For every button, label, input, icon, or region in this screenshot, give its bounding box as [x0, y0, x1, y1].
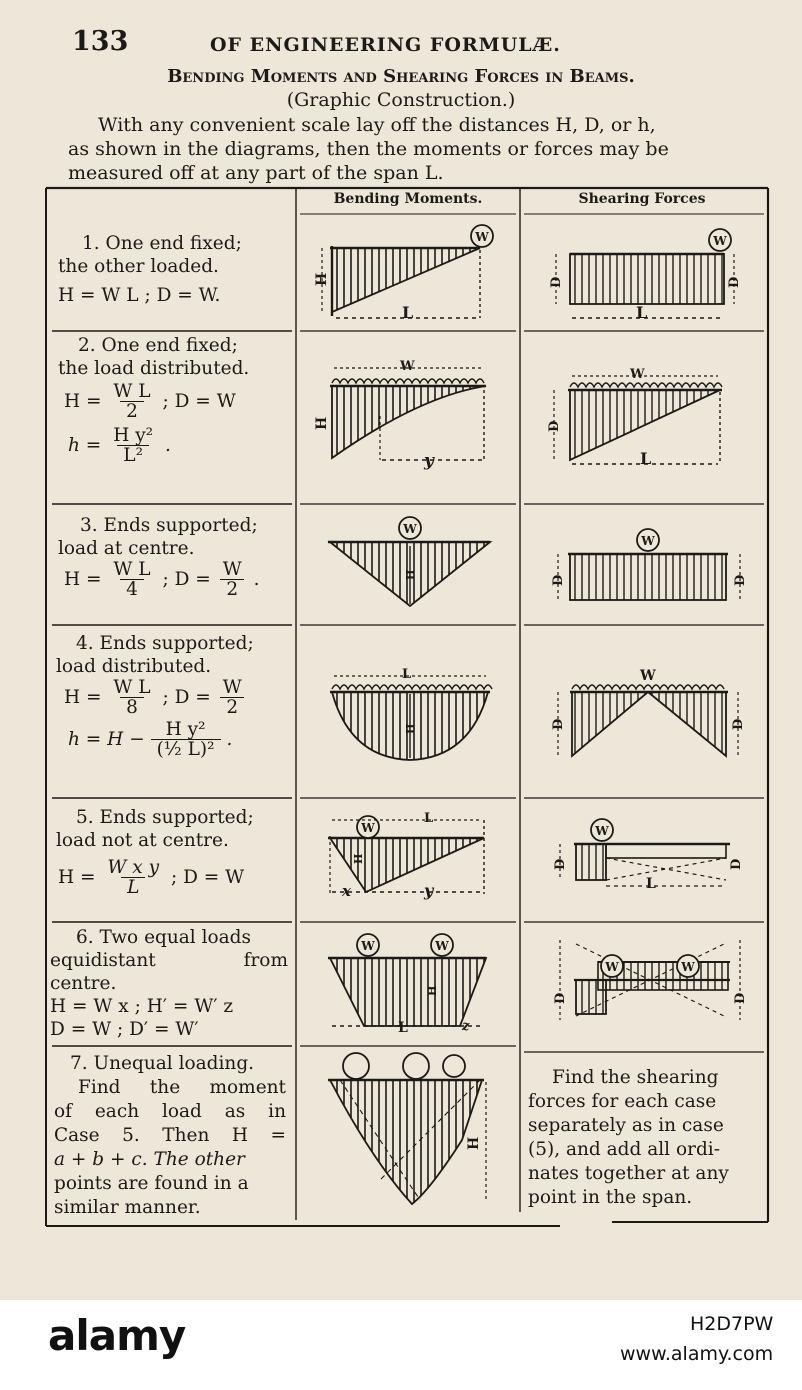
sf5-load-label: W [595, 824, 609, 838]
bm-diagram-3 [328, 517, 490, 606]
sf6-load-1: W [605, 960, 619, 974]
bm-diagram-4 [330, 667, 492, 760]
case-2-period: . [164, 434, 171, 456]
bm5-y-label: y [424, 881, 434, 900]
sf-diagram-2 [547, 367, 722, 468]
case-3-h-symbol: H = [64, 568, 102, 590]
sf5-span-label: L [646, 876, 656, 892]
bm-diagram-2 [314, 359, 486, 471]
sf3-load-label: W [641, 534, 655, 548]
case-5-line-1: 5. Ends supported; [76, 807, 254, 828]
shear-note-line-5: nates together at any [528, 1163, 729, 1184]
bm-diagram-6 [328, 934, 486, 1036]
case-4-denominator-2: 2 [220, 697, 244, 717]
shear-note-line-4: (5), and add all ordi- [528, 1139, 720, 1160]
section-subtitle: (Graphic Construction.) [286, 89, 516, 111]
sf6-d-left: D [553, 992, 568, 1004]
image-id: H2D7PW [690, 1313, 774, 1335]
case-2-denominator: 2 [120, 401, 144, 421]
shear-note-line-6: point in the span. [528, 1187, 693, 1208]
sf-diagram-6 [553, 940, 748, 1020]
case-6-line-4: H = W x ; H′ = W′ z [50, 996, 234, 1017]
bm3-h-label: H [404, 569, 417, 580]
bm-diagram-1 [314, 225, 493, 322]
bm4-span-label: L [402, 667, 412, 682]
bm6-span-label: L [398, 1020, 408, 1036]
bm4-h-label: H [404, 723, 417, 734]
case-6-line-2: equidistant from [50, 950, 288, 971]
sf3-d-left: D [551, 574, 566, 586]
case-4-period: . [226, 728, 233, 750]
sf3-d-right: D [733, 574, 748, 586]
bm-diagram-5 [328, 811, 484, 900]
case-7-line-1: 7. Unequal loading. [70, 1053, 255, 1074]
case-4-d-symbol: ; D = [162, 686, 211, 708]
case-2-denominator-2: L² [117, 445, 149, 465]
sf4-load-label: W [640, 668, 656, 684]
bm5-x-label: x [342, 882, 351, 900]
case-2-d-formula: ; D = W [162, 390, 236, 412]
sf5-d-right: D [729, 858, 744, 870]
bm-diagram-7 [328, 1053, 486, 1204]
case-6-line-5: D = W ; D′ = W′ [50, 1019, 199, 1040]
header-shearing-forces: Shearing Forces [578, 191, 706, 207]
case-7-line-3: of each load as in [54, 1101, 286, 1122]
sf2-load-label: W [630, 367, 645, 382]
case-4-numerator-2: W [222, 677, 242, 698]
case-4-numerator-3: H y² [165, 718, 206, 740]
case-4-h-small: h = H − [68, 728, 145, 750]
case-1-formula: H = W L ; D = W. [58, 285, 221, 306]
case-4-numerator: W L [113, 677, 151, 698]
case-5-line-2: load not at centre. [56, 830, 229, 851]
bm3-load-label: W [403, 522, 417, 536]
case-2-numerator: W L [113, 381, 151, 402]
intro-line-1: With any convenient scale lay off the distances H, D, or h, [98, 114, 656, 136]
case-5-numerator: W x y [107, 857, 160, 878]
case-1-line-2: the other loaded. [58, 256, 219, 277]
sf-diagram-3 [551, 529, 748, 600]
case-3-denominator-2: 2 [220, 579, 244, 599]
bm6-load-2: W [435, 939, 449, 953]
sf1-load-label: W [713, 234, 727, 248]
bm6-load-1: W [361, 939, 375, 953]
case-7-line-5: a + b + c. The other [54, 1149, 245, 1170]
case-2-line-1: 2. One end fixed; [78, 335, 238, 356]
case-2-numerator-2: H y² [113, 424, 154, 446]
case-7-line-4: Case 5. Then H = [54, 1125, 286, 1146]
running-head: OF ENGINEERING FORMULÆ. [210, 34, 561, 56]
case-3-line-2: load at centre. [58, 538, 195, 559]
case-2-h-small: h = [68, 434, 102, 456]
sf4-d-right: D [731, 718, 746, 730]
case-6-line-1: 6. Two equal loads [76, 927, 252, 948]
case-4-line-2: load distributed. [56, 656, 212, 677]
sf4-d-left: D [551, 718, 566, 730]
sf1-span-label: L [636, 303, 648, 322]
case-3-period: . [253, 568, 260, 590]
shear-note-line-3: separately as in case [528, 1115, 724, 1136]
case-6-line-3: centre. [50, 973, 117, 994]
sf-diagram-5 [553, 819, 744, 892]
bm2-y-label: y [424, 451, 434, 471]
sf2-span-label: L [640, 449, 652, 468]
section-title: Bending Moments and Shearing Forces in Beams. [167, 66, 635, 87]
case-3-denominator: 4 [120, 579, 144, 599]
sf1-d-right: D [727, 276, 742, 288]
case-3-d-symbol: ; D = [162, 568, 211, 590]
case-5-h-symbol: H = [58, 866, 96, 888]
bm6-z-label: z [462, 1019, 470, 1034]
bm2-h-label: H [314, 416, 330, 430]
case-4-denominator-3: (½ L)² [151, 739, 221, 759]
case-2-h-symbol: H = [64, 390, 102, 412]
bm1-load-label: W [475, 230, 489, 244]
case-3-numerator: W L [113, 559, 151, 580]
case-7-line-6: points are found in a [54, 1173, 249, 1194]
sf5-d-left: D [553, 858, 568, 870]
header-bending-moments: Bending Moments. [333, 191, 483, 207]
page-number: 133 [72, 26, 129, 57]
case-5-d-formula: ; D = W [170, 866, 245, 888]
case-1-line-1: 1. One end fixed; [82, 233, 242, 254]
sf-diagram-1 [549, 229, 742, 322]
case-4-line-1: 4. Ends supported; [76, 633, 254, 654]
bm5-load-label: W [361, 821, 375, 835]
case-2-line-2: the load distributed. [58, 358, 250, 379]
site-url: www.alamy.com [620, 1343, 774, 1365]
brand-logo: alamy [48, 1311, 186, 1360]
sf1-d-left: D [549, 276, 564, 288]
shear-note-line-2: forces for each case [528, 1091, 717, 1112]
case-5-denominator: L [121, 877, 145, 897]
bm6-h-label: H [426, 985, 439, 996]
shear-note-line-1: Find the shearing [552, 1067, 719, 1088]
case-4-denominator: 8 [120, 697, 144, 717]
bm5-span-label: L [424, 811, 434, 826]
intro-line-3: measured off at any part of the span L. [68, 162, 444, 184]
case-4-h-symbol: H = [64, 686, 102, 708]
bm1-h-label: H [314, 272, 330, 286]
case-3-numerator-2: W [222, 559, 242, 580]
sf-diagram-4 [551, 668, 746, 756]
case-7-line-7: similar manner. [54, 1197, 201, 1218]
intro-line-2: as shown in the diagrams, then the moments or forces may be [68, 138, 669, 160]
sf2-d-label: D [547, 420, 562, 432]
case-3-line-1: 3. Ends supported; [80, 515, 258, 536]
sf6-load-2: W [681, 960, 695, 974]
sf6-d-right: D [733, 992, 748, 1004]
bm5-h-label: H [352, 853, 365, 864]
bm2-load-label: W [400, 359, 415, 374]
bm1-span-label: L [402, 303, 414, 322]
case-7-line-2: Find the moment [78, 1077, 286, 1098]
bm7-h-label: H [466, 1136, 482, 1150]
